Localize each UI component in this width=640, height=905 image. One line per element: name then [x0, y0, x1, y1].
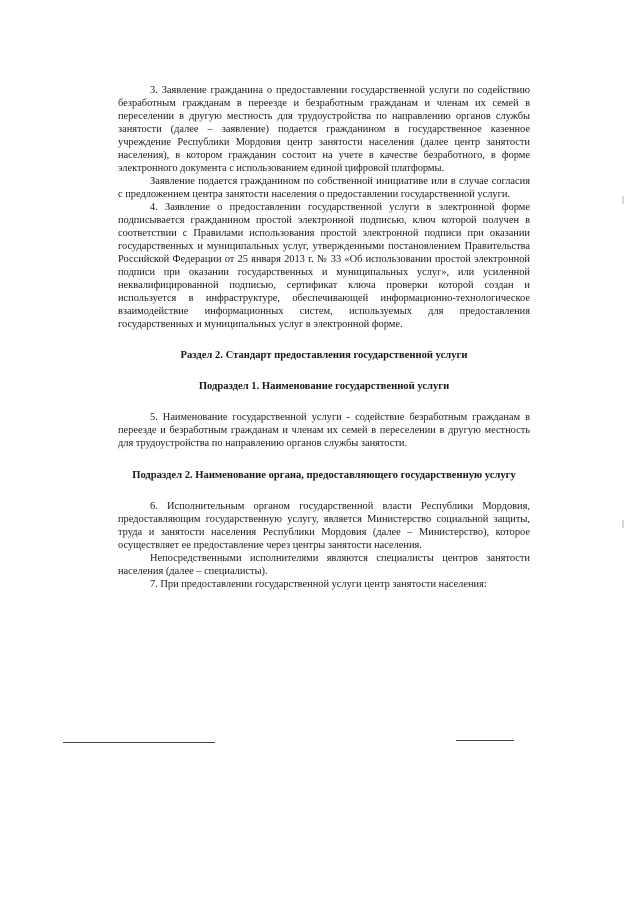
document-body — [118, 84, 530, 591]
paragraph-4: 4. Заявление о предоставлении государственной услуги в электронной форме подписывается гражданином простой электронной подписью, ключ которой получен в соответствии с Правилами использования простой электронной подписи при оказании государственных и муниципальных услуг, утвержденными постановлением Правительства Российской Федерации от 25 января 2013 г. № 33 «Об использовании простой электронной подписи при оказании государственных и муниципальных услуг», или усиленной неквалифицированной подписью, сертификат ключа проверки которой создан и используется в инфраструктуре, обеспечивающей информационно-технологическое взаимодействие информационных систем, используемых для предоставления государственных и муниципальных услуг в электронной форме. — [118, 202, 530, 330]
paragraph-application-initiative: Заявление подается гражданином по собственной инициативе или в случае согласия с предложением центра занятости населения о предоставлении государственной услуги. — [118, 176, 530, 200]
scan-edge-mark — [622, 520, 624, 528]
section-2-heading: Раздел 2. Стандарт предоставления государственной услуги — [180, 350, 468, 361]
paragraph-3: 3. Заявление гражданина о предоставлении государственной услуги по содействию безработным гражданам в переезде и безработным гражданам и членам их семей в переселении в другую местность для трудоустройства по направлению органов службы занятости (далее – заявление) подается гражданином в государственное казенное учреждение Республики Мордовия центр занятости населения (далее центр занятости населения), в котором гражданин состоит на учете в качестве безработного, в форме электронного документа с использованием единой цифровой платформы. — [118, 85, 530, 174]
scan-edge-mark — [622, 196, 624, 204]
footer-rule-right — [456, 740, 514, 741]
paragraph-6: 6. Исполнительным органом государственной власти Республики Мордовия, предоставляющим государственную услугу, является Министерство социальной защиты, труда и занятости населения Республики Мордовия (далее – Министерство), которое осуществляет ее предоставление через центры занятости населения. — [118, 501, 530, 551]
subsection-1-heading: Подраздел 1. Наименование государственной услуги — [198, 381, 450, 392]
subsection-2-heading: Подраздел 2. Наименование органа, предоставляющего государственную услугу — [132, 470, 516, 481]
paragraph-direct-executors: Непосредственными исполнителями являются специалисты центров занятости населения (далее – специалисты). — [118, 553, 530, 577]
paragraph-5: 5. Наименование государственной услуги - содействие безработным гражданам в переезде и безработным гражданам и членам их семей в переселении в другую местность для трудоустройства по направлению органов службы занятости. — [118, 412, 530, 449]
footer-rule-left — [63, 742, 215, 743]
paragraph-7: 7. При предоставлении государственной услуги центр занятости населения: — [150, 579, 487, 590]
